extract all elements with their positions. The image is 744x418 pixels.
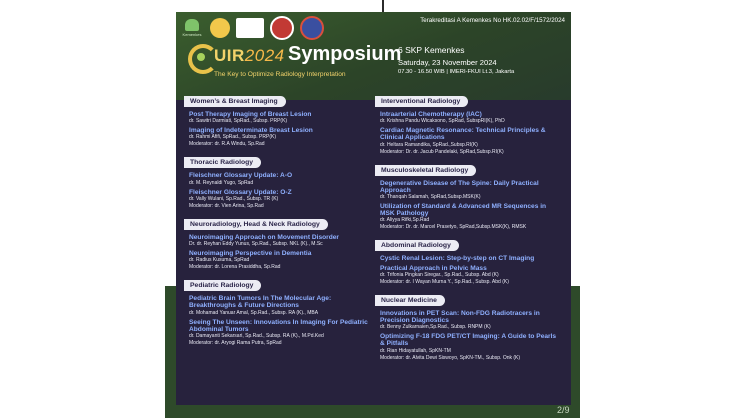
kemenkes-logo-icon: Kemenkes <box>180 17 204 39</box>
event-time-venue: 07.30 - 16.50 WIB | IMERI-FKUI Lt.3, Jakarta <box>398 69 515 75</box>
moderator: Moderator: Dr. dr. Jacub Pandelaki, SpRad,Subsp.RI(K) <box>380 148 504 155</box>
talk-title: Degenerative Disease of The Spine: Daily Practical Approach <box>380 179 539 194</box>
top-divider-line <box>382 0 384 12</box>
brand-uir: UIR2024 <box>214 46 285 65</box>
talk-speaker: dr. Benny Zulkarnaien,Sp.Rad., Subsp. RNPM (K) <box>380 324 491 331</box>
moderator: Moderator: dr. Aryogi Rama Putra, SpRad <box>189 340 282 347</box>
section-abdominal <box>375 234 559 285</box>
talk-title: Seeing The Unseen: Innovations In Imaging For Pediatric Abdominal Tumors <box>189 318 368 333</box>
section-nuclear-medicine <box>375 289 559 362</box>
talk-speaker: dr. Heltara Ramandika, SpRad.,Subsp.RI(K) <box>380 141 478 148</box>
talk-title: Cystic Renal Lesion: Step-by-step on CT Imaging <box>380 255 535 263</box>
perhimpunan-logo-icon <box>270 16 294 40</box>
event-date: Saturday, 23 November 2024 <box>398 58 497 67</box>
section-neuroradiology <box>184 213 368 271</box>
left-column <box>184 90 368 350</box>
talk-speaker: dr. Tharıqah Salamah, SpRad,Subsp.MSK(K) <box>380 194 481 201</box>
talk-speaker: dr. Aliyya Rifki,Sp.Rad <box>380 217 430 224</box>
section-title: Pediatric Radiology <box>184 280 261 291</box>
talk-title: Practical Approach in Pelvic Mass <box>380 264 487 272</box>
university-logo-icon <box>210 18 230 38</box>
poster-header <box>176 12 571 100</box>
page-number: 2/9 <box>557 405 570 415</box>
talk-speaker: dr. Mohamad Yanuar Amal, Sp.Rad., Subsp. RA (K)., MBA <box>189 309 319 316</box>
section-thoracic <box>184 151 368 209</box>
talk-title: Fleischner Glossary Update: O-Z <box>189 188 292 196</box>
section-title: Women’s & Breast Imaging <box>184 96 286 107</box>
talk-title: Intraarterial Chemotherapy (IAC) <box>380 111 482 118</box>
moderator: Moderator: Dr. dr. Marcel Prasetyo, SpRad,Subsp.MSK(K), RMSK <box>380 224 527 231</box>
moderator: Moderator: dr. R.A Windu, Sp.Rad <box>189 141 265 148</box>
section-musculoskeletal <box>375 159 559 232</box>
talk-title: Neuroimaging Approach on Movement Disorder <box>189 233 339 241</box>
talk-title: Innovations in PET Scan: Non-FDG Radiotracers in Precision Diagnostics <box>380 309 540 325</box>
talk-speaker: dr. Radius Kusuma, SpRad <box>189 257 250 264</box>
tagline: The Key to Optimize Radiology Interpretation <box>214 71 346 78</box>
section-title: Abdominal Radiology <box>375 240 459 251</box>
talk-title: Imaging of Indeterminate Breast Lesion <box>189 127 313 135</box>
talk-speaker: Dr. dr. Reyhan Eddy Yunus, Sp.Rad., Subsp. NKL (K)., M.Sc <box>189 241 323 248</box>
talk-title: Cardiac Magnetic Resonance: Technical Principles & Clinical Applications <box>380 127 546 142</box>
symposium-poster <box>176 12 571 405</box>
skp-credit: 6 SKP Kemenkes <box>398 45 465 55</box>
right-column <box>375 90 559 365</box>
moderator: Moderator: dr. I Wayan Murna Y., Sp.Rad., Subsp. Abd (K) <box>380 278 509 285</box>
talk-speaker: dr. Vally Wulani, Sp.Rad., Subsp. TR (K) <box>189 195 279 202</box>
talk-title: Neuroimaging Perspective in Dementia <box>189 250 312 258</box>
talk-title: Optimizing F-18 FDG PET/CT Imaging: A Guide to Pearls & Pitfalls <box>380 333 557 348</box>
moderator: Moderator: dr. Vien Arina, Sp.Rad <box>189 202 264 209</box>
talk-speaker: dr. M. Reynaldi Yugo, SpRad <box>189 179 254 186</box>
talk-speaker: dr. Damayanti Sekarsari, Sp.Rad., Subsp. RA (K)., M.Pd.Ked <box>189 333 324 340</box>
talk-title: Fleischner Glossary Update: A-O <box>189 172 293 180</box>
talk-speaker: dr. Trifonia Pingkan Siregar., Sp.Rad., Subsp. Abd (K) <box>380 271 499 278</box>
section-title: Neuroradiology, Head & Neck Radiology <box>184 219 328 230</box>
brand-logo <box>184 40 404 84</box>
moderator: Moderator: dr. Alvita Dewi Siswoyo, SpKN-TM., Subsp. Onk (K) <box>380 354 521 361</box>
section-title: Musculoskeletal Radiology <box>375 165 476 176</box>
section-title: Thoracic Radiology <box>184 157 261 168</box>
talk-speaker: dr. Rahmi Afifi, SpRad., Subsp. PRP(K) <box>189 134 276 141</box>
association-logo-icon <box>236 18 264 38</box>
talk-title: Pediatric Brain Tumors In The Molecular Age: Breakthroughs & Future Directions <box>189 295 332 310</box>
radiology-society-logo-icon <box>300 16 324 40</box>
brand-symposium: Symposium <box>288 43 402 65</box>
section-interventional <box>375 90 559 156</box>
event-info <box>398 45 514 75</box>
brand-dot-icon <box>197 53 205 61</box>
talk-speaker: dr. Rian Hidayatullah, SpKN-TM <box>380 347 451 354</box>
moderator: Moderator: dr. Lorena Prasiddha, Sp.Rad <box>189 264 281 271</box>
accreditation-text: Terakreditasi A Kemenkes No HK.02.02/F/1572/2024 <box>420 17 565 24</box>
section-pediatric <box>184 274 368 347</box>
section-womens-breast <box>184 90 368 148</box>
section-title: Interventional Radiology <box>375 96 468 107</box>
section-title: Nuclear Medicine <box>375 295 445 306</box>
talk-title: Utilization of Standard & Advanced MR Sequences in MSK Pathology <box>380 203 547 218</box>
logo-bar <box>180 16 324 40</box>
talk-speaker: dr. Sawitri Darmiati, SpRad., Subsp. PRP(K) <box>189 118 288 125</box>
talk-title: Post Therapy Imaging of Breast Lesion <box>189 111 312 118</box>
talk-speaker: dr. Krishna Pandu Wicaksono, SpRad, SubspRI(K), PhD <box>380 118 505 125</box>
